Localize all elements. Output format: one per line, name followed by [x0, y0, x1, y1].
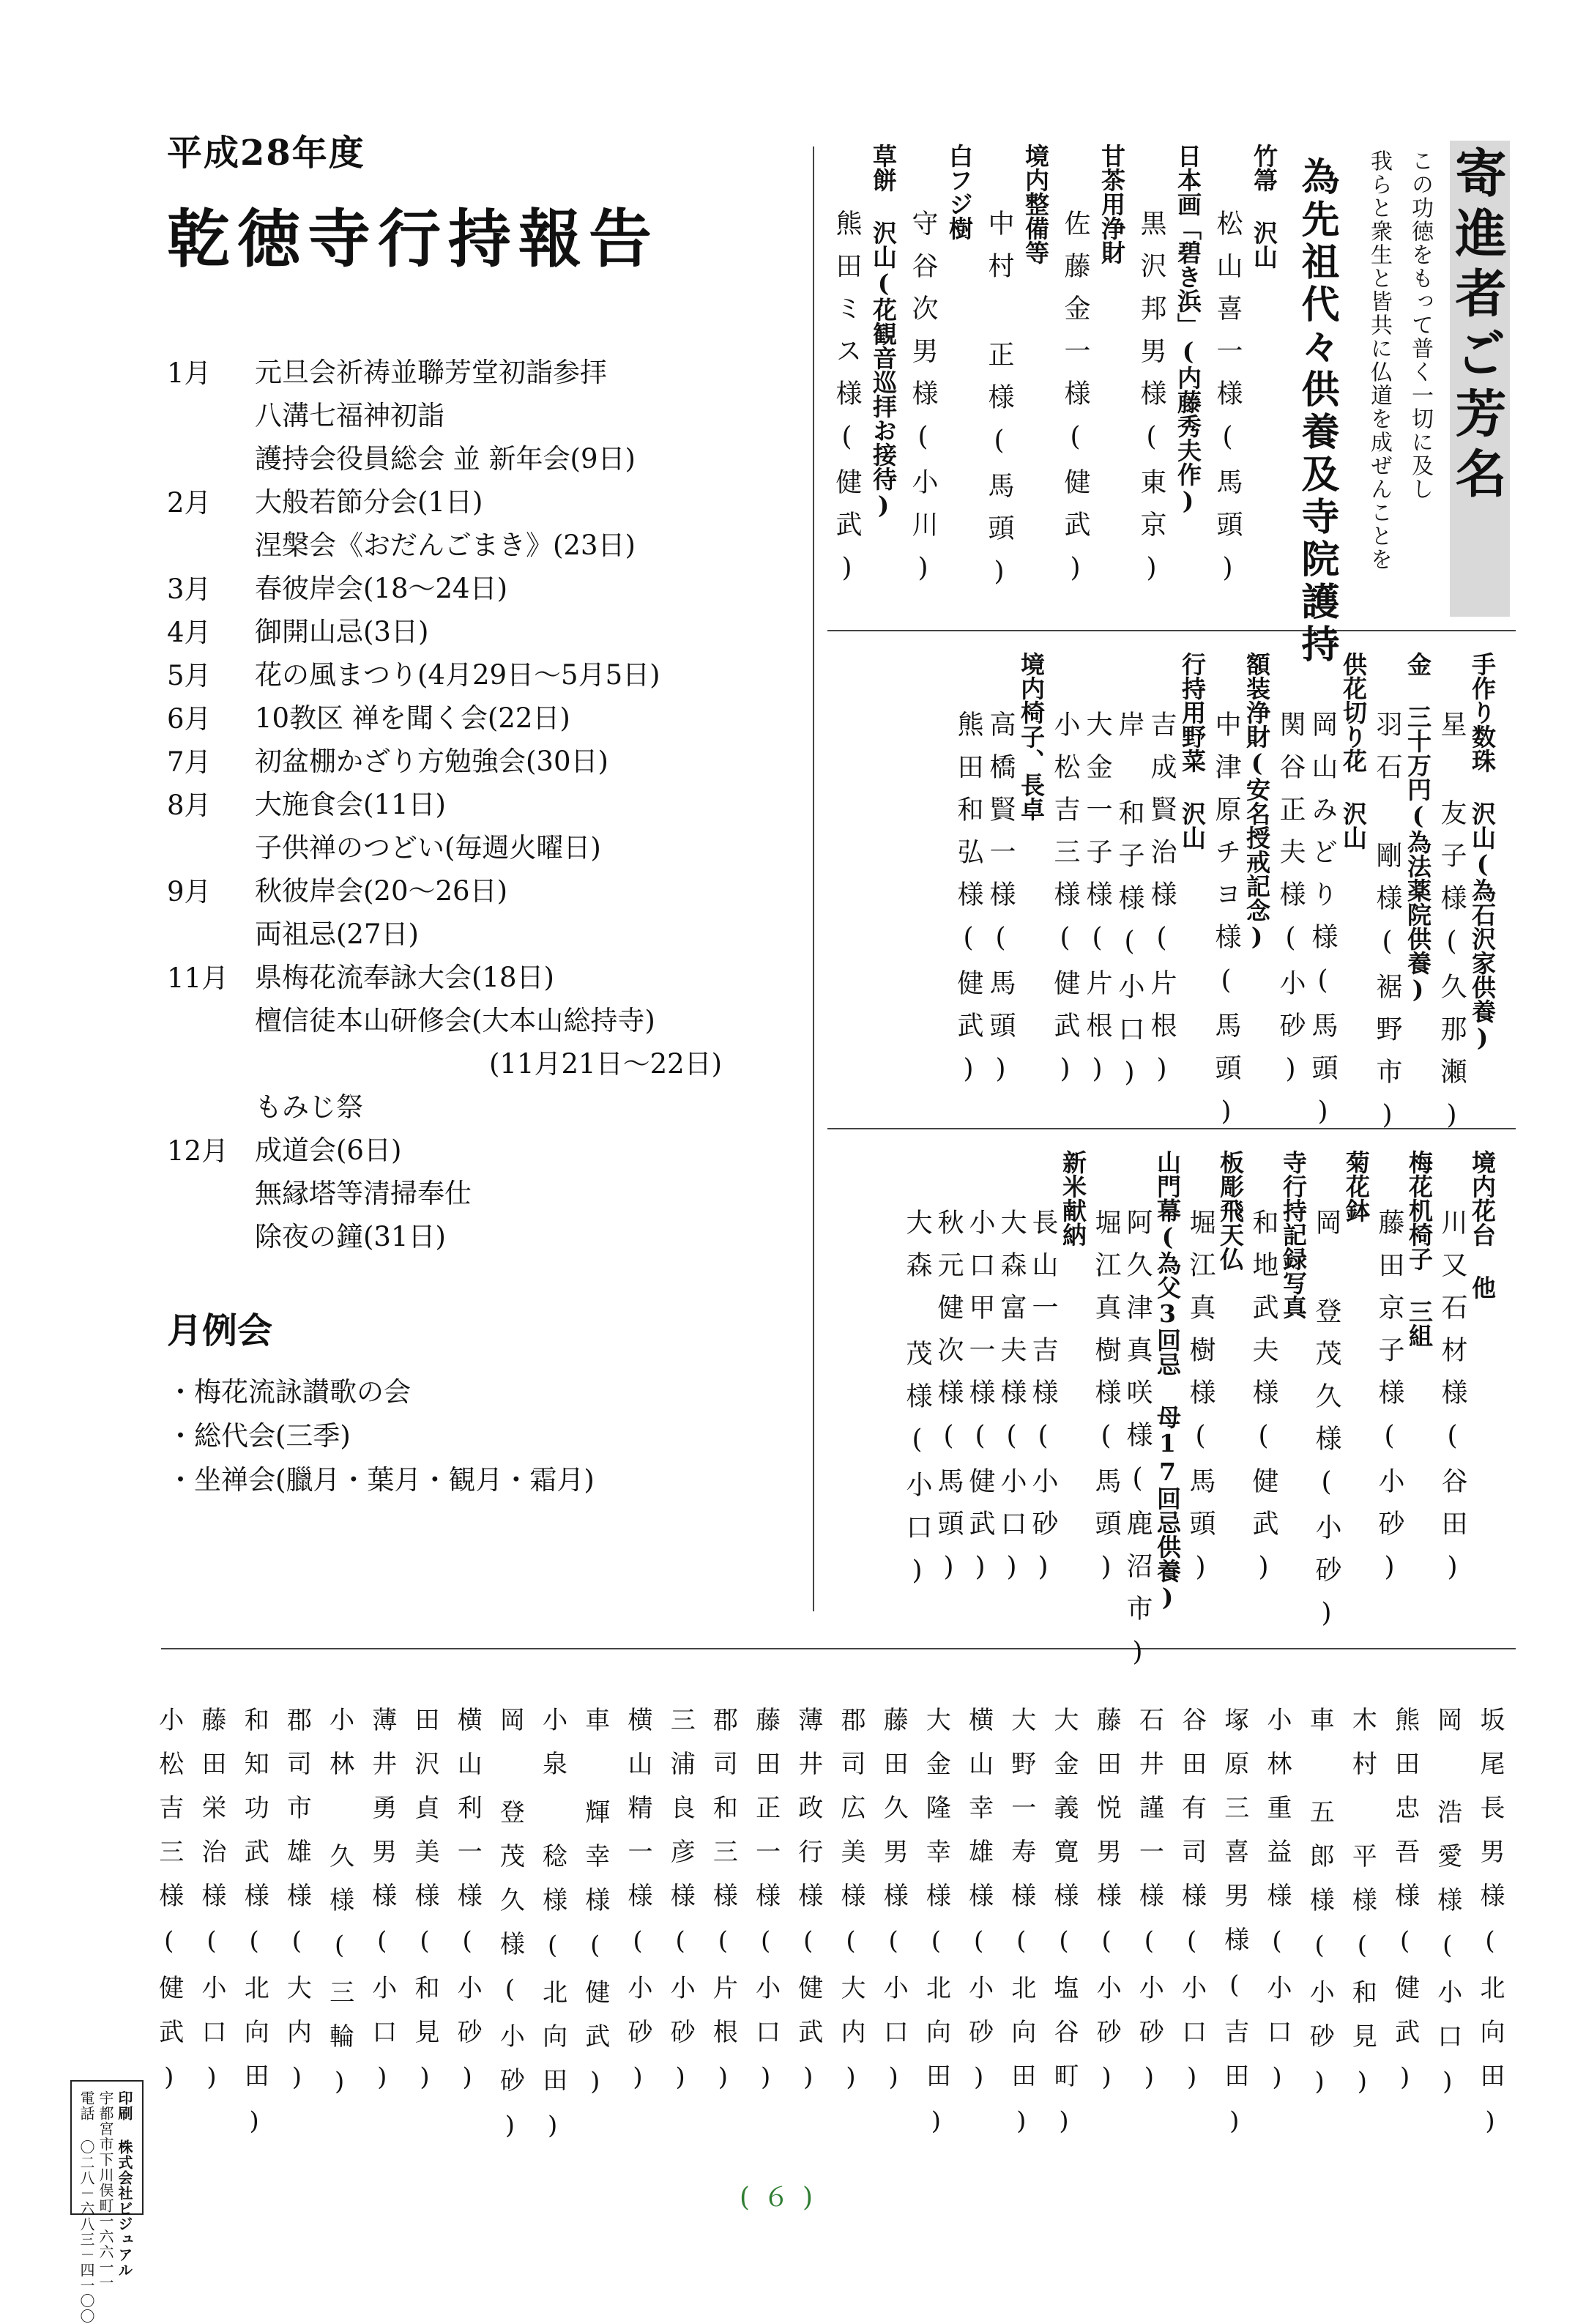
- bottom-donor-column: [838, 1707, 863, 2111]
- donation-item-title: 新米献納: [1059, 1150, 1087, 1247]
- donor-name: 長山一吉様: [1028, 1209, 1058, 1421]
- donor-name: 藤田栄治様: [197, 1707, 226, 1926]
- donor-name: 薄井勇男様: [367, 1707, 397, 1926]
- donor-place: (片根): [1147, 923, 1177, 1100]
- dedication-subtitle-1: この功徳をもって普く一切に及し: [1407, 149, 1433, 501]
- donor-name: 星 友子様: [1437, 710, 1467, 927]
- donor-place: (和見): [410, 1926, 439, 2111]
- donor-name: 羽石 剛様: [1372, 710, 1402, 927]
- bottom-donor-column: [1219, 1707, 1249, 2155]
- donation-item-title: 境内整備等: [1021, 144, 1050, 264]
- donor-name: 中津原チヨ様: [1211, 710, 1241, 965]
- donor-name: 郡司市雄様: [282, 1707, 312, 1926]
- donor-place: (健武): [965, 1421, 995, 1598]
- donor-place: (小砂): [623, 1926, 652, 2111]
- bottom-donor-column: [1049, 1707, 1079, 2155]
- donor-name: 黒沢邦男様: [1136, 209, 1166, 422]
- bottom-donor-column: [367, 1707, 397, 2111]
- schedule-events: [255, 653, 811, 697]
- report-main-title: 乾徳寺行持報告: [167, 202, 659, 276]
- donor-name: 小林 久様: [324, 1707, 354, 1931]
- schedule-events: [255, 1129, 811, 1258]
- bottom-donor-column: [1390, 1707, 1420, 2111]
- donor-place: (小口): [1432, 1931, 1462, 2115]
- donor-place: (健武): [580, 1931, 610, 2115]
- donor-column: [1250, 1209, 1276, 1598]
- donor-name: 和知功武様: [239, 1707, 269, 1926]
- donor-place: (健武): [154, 1926, 184, 2111]
- monthly-meetings-list: [167, 1370, 811, 1502]
- donor-name: 岡 登茂久様: [1311, 1209, 1341, 1467]
- schedule-events: [255, 351, 811, 480]
- donor-column: [1187, 1209, 1213, 1598]
- donor-place: (小砂): [964, 1926, 994, 2111]
- bottom-donor-column: [879, 1707, 909, 2111]
- donor-name: 中村 正様: [984, 209, 1014, 426]
- donor-column: [1213, 209, 1243, 599]
- donor-column: [1276, 710, 1306, 1100]
- donor-name: 石井謹一様: [1134, 1707, 1164, 1926]
- donation-item-title: 手作り数珠 沢山(為石沢家供養): [1468, 652, 1497, 1052]
- donation-item-title: 梅花机椅子 三組: [1405, 1150, 1434, 1348]
- donor-name: 大金隆幸様: [921, 1707, 951, 1926]
- donor-name: 小松吉三様: [154, 1707, 184, 1926]
- donor-place: (小砂): [1276, 923, 1306, 1100]
- bottom-donor-column: [1475, 1707, 1505, 2155]
- schedule-event: 成道会(6日): [255, 1135, 402, 1166]
- donor-place: (大内): [836, 1926, 865, 2111]
- donor-name: 坂尾長男様: [1475, 1707, 1505, 1926]
- donation-item-title: 日本画「碧き浜」(内藤秀夫作): [1174, 144, 1202, 515]
- bottom-donor-column: [1432, 1707, 1462, 2115]
- donor-place: (小砂): [1374, 1421, 1404, 1598]
- donor-place: (吉田): [1219, 1970, 1249, 2155]
- donor-place: (久那瀬): [1437, 927, 1467, 1146]
- donor-name: 大金一子様: [1082, 710, 1112, 923]
- monthly-meeting-item: ・総代会(三季): [167, 1420, 351, 1452]
- donor-place: (健武): [1248, 1421, 1278, 1598]
- donor-column: [1092, 1209, 1119, 1598]
- donor-name: 大森 茂様: [902, 1209, 932, 1425]
- donor-name: 藤田久男様: [879, 1707, 909, 1926]
- donor-name: 岡山みどり様: [1308, 710, 1338, 965]
- schedule-events: [255, 697, 811, 740]
- donor-place: (馬頭): [984, 426, 1014, 603]
- donor-name: 郡司広美様: [836, 1707, 865, 1926]
- schedule-event: 両祖忌(27日): [255, 918, 419, 950]
- donor-column: [986, 710, 1016, 1100]
- schedule-month-label: 4月: [167, 617, 212, 648]
- schedule-events: [255, 783, 811, 869]
- bottom-donor-column: [666, 1707, 696, 2111]
- schedule-month-label: 6月: [167, 703, 212, 735]
- schedule-event: 護持会役員総会 並 新年会(9日): [255, 443, 636, 475]
- donor-column: [1116, 710, 1142, 1104]
- schedule-events: [255, 567, 811, 610]
- schedule-event: 初盆棚かざり方勉強会(30日): [255, 746, 608, 777]
- donation-item-title: 境内椅子、長卓: [1017, 652, 1046, 821]
- donor-name: 薄井政行様: [793, 1707, 823, 1926]
- donor-name: 車 輝幸様: [580, 1707, 610, 1931]
- donor-name: 小口甲一様: [965, 1209, 995, 1421]
- bottom-donor-column: [1092, 1707, 1122, 2111]
- donor-place: (裾野市): [1372, 927, 1402, 1146]
- donor-name: 岡 登茂久様: [495, 1707, 525, 1975]
- bottom-donor-column: [580, 1707, 610, 2115]
- donor-column: [1376, 1209, 1402, 1598]
- donor-name: 大金義寛様: [1049, 1707, 1079, 1926]
- donor-place: (三輪): [324, 1931, 354, 2115]
- donor-name: 熊田忠吾様: [1390, 1707, 1420, 1926]
- donor-name: 塚原三喜男様: [1219, 1707, 1249, 1970]
- donor-column: [1313, 1209, 1339, 1644]
- bottom-donor-column: [1134, 1707, 1164, 2111]
- donor-place: (馬頭): [934, 1421, 964, 1598]
- donor-column: [997, 1209, 1027, 1598]
- donor-column: [909, 209, 936, 599]
- bottom-donor-column: [964, 1707, 994, 2111]
- schedule-month-label: 11月: [167, 962, 229, 994]
- printer-info-box: [70, 2080, 144, 2324]
- donor-name: 堀江真樹様: [1091, 1209, 1121, 1421]
- schedule-month-label: 1月: [167, 357, 212, 389]
- schedule-event: 無縁塔等清掃奉仕: [255, 1178, 472, 1209]
- donor-place: (北向田): [1006, 1926, 1036, 2155]
- schedule-event: もみじ祭: [255, 1091, 363, 1123]
- bottom-donor-column: [1347, 1707, 1377, 2115]
- donor-place: (北向田): [1475, 1926, 1505, 2155]
- donor-name: 岡 浩愛様: [1432, 1707, 1462, 1931]
- bottom-donor-column: [751, 1707, 781, 2111]
- report-year-title: 平成28年度: [167, 133, 365, 174]
- donation-item-title: 竹箒 沢山: [1250, 144, 1278, 269]
- donor-place: (馬頭): [1091, 1421, 1121, 1598]
- bottom-donor-column: [199, 1707, 224, 2111]
- donor-column: [1374, 710, 1400, 1146]
- donor-column: [904, 1209, 930, 1602]
- donor-name: 横山利一様: [453, 1707, 483, 1926]
- donor-column: [1030, 1209, 1056, 1598]
- donation-item-title: 菊花鉢: [1342, 1150, 1371, 1222]
- donor-place: (北向田): [239, 1926, 269, 2155]
- page-number: (６): [740, 2183, 827, 2213]
- donor-name: 熊田和弘様: [953, 710, 983, 923]
- printer-phone: 電話 〇二八－六八三－四一〇〇: [78, 2090, 95, 2324]
- donor-name: 秋元健次様: [934, 1209, 964, 1421]
- schedule-events: [255, 869, 811, 956]
- donor-place: (北向田): [921, 1926, 951, 2155]
- donation-item-title: 山門幕(為父3回忌 母17回忌供養): [1153, 1150, 1182, 1611]
- monthly-meetings-title: 月例会: [167, 1310, 273, 1351]
- donor-place: (小砂): [453, 1926, 483, 2111]
- schedule-event: 八溝七福神初詣: [255, 400, 444, 431]
- schedule-month-row: [167, 956, 811, 1129]
- donor-place: (小口): [902, 1425, 932, 1602]
- donor-name: 佐藤金一様: [1060, 209, 1090, 422]
- donor-column: [1123, 1209, 1153, 1683]
- schedule-event: 県梅花流奉詠大会(18日): [255, 962, 554, 993]
- activity-report: [167, 125, 811, 1502]
- bottom-donor-column: [921, 1707, 951, 2155]
- donor-place: (小川): [908, 422, 938, 599]
- schedule-event: 秋彼岸会(20～26日): [255, 875, 508, 907]
- schedule-event: 10教区 禅を聞く会(22日): [255, 702, 570, 734]
- donor-place: (片根): [708, 1926, 738, 2111]
- donor-place: (健武): [1060, 422, 1090, 599]
- donor-place: (馬頭): [1211, 965, 1241, 1143]
- donor-name: 田沢貞美様: [410, 1707, 439, 1926]
- donor-place: (馬頭): [1185, 1421, 1215, 1598]
- donor-place: (小口): [997, 1421, 1027, 1598]
- donor-name: 小林重益様: [1262, 1707, 1292, 1926]
- schedule-month-label: 7月: [167, 746, 212, 778]
- bottom-donor-column: [1305, 1707, 1335, 2115]
- donor-column: [986, 209, 1012, 603]
- donor-name: 関谷正夫様: [1276, 710, 1306, 923]
- bottom-donor-column: [793, 1707, 823, 2111]
- schedule-month-row: [167, 740, 811, 783]
- donor-column: [1213, 710, 1239, 1143]
- donor-name: 藤田京子様: [1374, 1209, 1404, 1421]
- donor-place: (健武): [832, 422, 862, 599]
- donation-item-title: 供花切り花 沢山: [1339, 652, 1368, 850]
- bottom-donor-column: [1006, 1707, 1036, 2155]
- schedule-month-label: 9月: [167, 876, 212, 907]
- donor-name: 藤田正一様: [751, 1707, 781, 1926]
- donor-name: 大野一寿様: [1006, 1707, 1036, 1926]
- donor-name: 和地武夫様: [1248, 1209, 1278, 1421]
- donor-place: (和見): [1347, 1931, 1377, 2115]
- bottom-donor-column: [537, 1707, 567, 2159]
- schedule-month-row: [167, 869, 811, 956]
- donation-item-title: 甘茶用浄財: [1098, 144, 1126, 264]
- schedule-month-row: [167, 697, 811, 740]
- donor-place: (大内): [282, 1926, 312, 2111]
- donor-name: 阿久津真咲様: [1123, 1209, 1153, 1463]
- schedule-month-label: 3月: [167, 573, 212, 605]
- schedule-event: 除夜の鐘(31日): [255, 1221, 446, 1252]
- schedule-event: 春彼岸会(18～24日): [255, 573, 508, 604]
- dedication-subtitle-2: 我らと衆生と皆共に仏道を成ぜんことを: [1366, 149, 1392, 571]
- donation-item-title: 境内花台 他: [1468, 1150, 1497, 1299]
- bottom-donor-column: [282, 1707, 312, 2111]
- donor-name: 守谷次男様: [908, 209, 938, 422]
- donor-column: [1051, 710, 1078, 1100]
- donor-name: 三浦良彦様: [666, 1707, 696, 1926]
- schedule-event: 大般若節分会(1日): [255, 486, 483, 518]
- bottom-donor-column: [625, 1707, 650, 2111]
- schedule-month-row: [167, 653, 811, 697]
- donation-item-title: 草餅 沢山(花観音巡拝お接待): [869, 144, 898, 519]
- bottom-donor-column: [1262, 1707, 1292, 2111]
- schedule-event: 御開山忌(3日): [255, 616, 429, 647]
- donor-column: [1138, 209, 1164, 599]
- donor-column: [934, 1209, 964, 1598]
- donor-place: (小口): [1114, 927, 1144, 1104]
- donor-name: 木村 平様: [1347, 1707, 1377, 1931]
- donor-place: (小砂): [1028, 1421, 1058, 1598]
- bottom-donor-column: [495, 1707, 525, 2159]
- bottom-donor-column: [1177, 1707, 1207, 2111]
- schedule-events: [255, 610, 811, 653]
- donor-place: (小砂): [666, 1926, 696, 2111]
- schedule-events: [255, 740, 811, 783]
- schedule-month-row: [167, 351, 811, 480]
- donation-item-title: 額装浄財(安名授戒記念): [1243, 652, 1271, 951]
- schedule-event: 大施食会(11日): [255, 789, 446, 820]
- donor-column: [1439, 1209, 1465, 1598]
- schedule-events: [255, 956, 811, 1129]
- donor-name: 小泉 稔様: [537, 1707, 567, 1931]
- donor-place: (小口): [1262, 1926, 1292, 2111]
- donor-name: 岸 和子様: [1114, 710, 1144, 927]
- schedule-event: 元旦会祈祷並聯芳堂初詣参拝: [255, 357, 607, 388]
- donor-place: (小砂): [1305, 1931, 1335, 2115]
- schedule-event: 子供禅のつどい(毎週火曜日): [255, 832, 601, 864]
- donor-column: [1437, 710, 1467, 1146]
- donor-place: (小口): [1177, 1926, 1207, 2111]
- schedule-event: 涅槃会《おだんごまき》(23日): [255, 530, 636, 561]
- donor-banner-title: 寄進者ご芳名: [1447, 146, 1508, 507]
- vertical-divider: [813, 146, 814, 1611]
- donor-place: (小砂): [495, 1975, 525, 2159]
- donor-name: 高橋賢一様: [986, 710, 1016, 923]
- donor-place: (小口): [879, 1926, 909, 2111]
- monthly-meeting-item: ・梅花流詠讃歌の会: [167, 1376, 411, 1408]
- bottom-donor-column: [324, 1707, 354, 2115]
- schedule-month-row: [167, 1129, 811, 1258]
- donor-place: (片根): [1082, 923, 1112, 1100]
- donor-place: (馬頭): [986, 923, 1016, 1100]
- donor-place: (谷田): [1437, 1421, 1467, 1598]
- donation-item-title: 板彫飛天仏: [1216, 1150, 1245, 1271]
- schedule-month-label: 8月: [167, 790, 212, 821]
- monthly-meeting-item: ・坐禅会(臘月・葉月・観月・霜月): [167, 1464, 595, 1496]
- donor-name: 松山喜一様: [1213, 209, 1243, 422]
- donor-column: [1062, 209, 1088, 599]
- donor-place: (小口): [367, 1926, 397, 2111]
- bottom-donor-column: [708, 1707, 738, 2111]
- donor-name: 藤田悦男様: [1092, 1707, 1122, 1926]
- section-divider-1: [827, 630, 1516, 631]
- donor-name: 横山精一様: [623, 1707, 652, 1926]
- donor-name: 横山幸雄様: [964, 1707, 994, 1926]
- donor-column: [1309, 710, 1336, 1143]
- schedule-month-row: [167, 610, 811, 653]
- bottom-donor-column: [239, 1707, 269, 2155]
- donor-column: [1084, 710, 1110, 1100]
- donor-place: (小砂): [1311, 1467, 1341, 1644]
- schedule-month-label: 12月: [167, 1135, 229, 1167]
- donor-place: (小口): [197, 1926, 226, 2111]
- donation-item-title: 行持用野菜 沢山: [1178, 652, 1207, 850]
- printer-address: 宇都宮市下川俣町一六六一一: [97, 2090, 114, 2290]
- schedule-events: [255, 480, 811, 567]
- donor-name: 車 五郎様: [1305, 1707, 1335, 1931]
- donor-place: (健武): [793, 1926, 823, 2111]
- donor-name: 堀江真樹様: [1185, 1209, 1215, 1421]
- donor-column: [967, 1209, 993, 1598]
- donor-name: 谷田有司様: [1177, 1707, 1207, 1926]
- bottom-divider: [161, 1648, 1516, 1649]
- donor-place: (馬頭): [1308, 965, 1338, 1143]
- donor-place: (馬頭): [1213, 422, 1243, 599]
- donor-place: (東京): [1136, 422, 1166, 599]
- donation-item-title: 金 三十万円(為法薬院供養): [1404, 652, 1432, 1003]
- schedule-event: 檀信徒本山研修会(大本山総持寺): [255, 1005, 655, 1036]
- donor-name: 大森富夫様: [997, 1209, 1027, 1421]
- donor-name: 熊田ミス様: [832, 209, 862, 422]
- donor-place: (塩谷町): [1049, 1926, 1079, 2155]
- donor-place: (小砂): [1092, 1926, 1122, 2111]
- donation-item-title: 寺行持記録写真: [1279, 1150, 1308, 1319]
- donor-name: 吉成賢治様: [1147, 710, 1177, 923]
- donor-column: [833, 209, 860, 599]
- schedule-event: (11月21日～22日): [489, 1048, 723, 1080]
- donor-column: [955, 710, 981, 1100]
- donor-place: (健武): [953, 923, 983, 1100]
- schedule-month-row: [167, 480, 811, 567]
- donor-name: 川又石材様: [1437, 1209, 1467, 1421]
- donor-place: (健武): [1390, 1926, 1420, 2111]
- schedule-month-row: [167, 567, 811, 610]
- donor-place: (小口): [751, 1926, 781, 2111]
- annual-schedule: [167, 351, 811, 1258]
- donor-place: (鹿沼市): [1123, 1463, 1153, 1683]
- donor-place: (小砂): [1134, 1926, 1164, 2111]
- schedule-month-label: 2月: [167, 487, 212, 519]
- donor-name: 小松吉三様: [1050, 710, 1080, 923]
- donor-column: [1147, 710, 1177, 1100]
- bottom-donor-column: [453, 1707, 483, 2111]
- section-divider-2: [827, 1128, 1516, 1129]
- donor-name: 郡司和三様: [708, 1707, 738, 1926]
- donation-item-title: 白フジ樹: [945, 144, 974, 240]
- schedule-month-row: [167, 783, 811, 869]
- bottom-donor-column: [154, 1707, 184, 2111]
- dedication-title: 為先祖代々供養及寺院護持: [1295, 157, 1339, 667]
- printer-name: 印刷 株式会社ビジュアル: [116, 2090, 133, 2278]
- donor-place: (北向田): [537, 1931, 567, 2159]
- bottom-donor-column: [412, 1707, 437, 2111]
- schedule-month-label: 5月: [167, 660, 212, 691]
- schedule-event: 花の風まつり(4月29日～5月5日): [255, 659, 660, 691]
- donor-place: (健武): [1050, 923, 1080, 1100]
